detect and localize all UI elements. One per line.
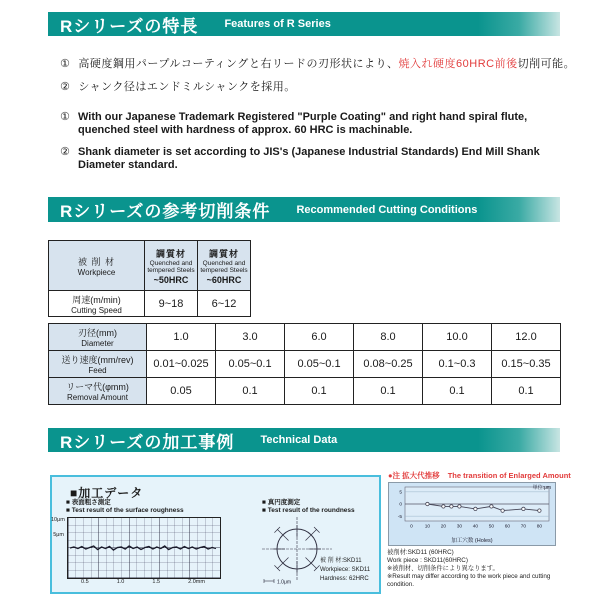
- enlarged-note-jp: ●注 拡大代推移: [388, 471, 440, 480]
- enlarged-amount-note: [388, 470, 571, 481]
- cutting-speed-value-50hrc: 9~18: [145, 291, 198, 317]
- process-data-title: ■加工データ: [70, 486, 144, 500]
- cell-jp: 刃径(mm): [78, 328, 117, 338]
- diameter-value: 6.0: [285, 324, 354, 351]
- feed-label-cell: [49, 351, 147, 378]
- roughness-xtick: 0.5: [81, 579, 89, 585]
- removal-value: 0.05: [147, 378, 216, 405]
- roughness-label-en: ■ Test result of the surface roughness: [66, 507, 184, 514]
- roundness-workpiece-jp: 被 削 材:SKD11: [320, 558, 362, 564]
- cell-jp: 被 削 材: [77, 256, 115, 267]
- feature-bullet-en-1: [60, 111, 558, 137]
- svg-text:-5: -5: [397, 514, 402, 520]
- svg-text:30: 30: [456, 524, 463, 530]
- roughness-ytick-10: 10μm: [51, 517, 65, 523]
- cutting-title-jp: Rシリーズの参考切削条件: [60, 202, 271, 221]
- cutting-speed-value-60hrc: 6~12: [198, 291, 251, 317]
- svg-text:5: 5: [399, 490, 402, 496]
- enlarged-amount-chart-svg: [389, 483, 555, 533]
- roughness-xtick: 1.0: [116, 579, 125, 585]
- cutting-speed-label-cell: [49, 291, 145, 317]
- steel-50hrc-header-cell: [145, 241, 198, 291]
- diameter-label-cell: [49, 324, 147, 351]
- enlarged-unit-label: 単位:μm: [532, 485, 551, 491]
- roughness-trace: [67, 517, 219, 577]
- removal-amount-label-cell: [49, 378, 147, 405]
- roughness-xticks: [67, 579, 219, 585]
- feed-value: 0.1~0.3: [423, 351, 492, 378]
- cell-en2: tempered Steels: [200, 267, 248, 274]
- cell-en1: Quenched and: [202, 259, 246, 267]
- bullet-text: With our Japanese Trademark Registered "Purple Coating" and right hand spiral flute, quenched steel with hardness of approx. 60 HRC is machinable.: [78, 111, 528, 136]
- enlarged-note-en: The transition of Enlarged Amount: [447, 471, 571, 480]
- svg-text:20: 20: [440, 524, 447, 530]
- technical-title-en: Technical Data: [260, 434, 338, 446]
- diameter-table: [48, 323, 561, 405]
- roundness-label-en: ■ Test result of the roundness: [262, 507, 355, 514]
- workpiece-header-cell: [49, 241, 145, 291]
- bullet-highlight: 焼入れ硬度60HRC前後: [398, 58, 518, 70]
- cell-en1: Quenched and: [149, 259, 193, 267]
- bullet-text-post: 切削可能。: [517, 58, 576, 70]
- cell-en2: tempered Steels: [147, 267, 195, 274]
- cell-en: Cutting Speed: [71, 305, 122, 315]
- feed-value: 0.01~0.025: [147, 351, 216, 378]
- caption-note-jp: ※被削材、切削条件により異なります。: [387, 565, 499, 573]
- removal-value: 0.1: [285, 378, 354, 405]
- feature-bullet-jp-1: [60, 55, 576, 71]
- caption-note-en: ※Result may differ according to the work piece and cutting condition.: [387, 573, 551, 588]
- diameter-value: 1.0: [147, 324, 216, 351]
- feed-value: 0.15~0.35: [492, 351, 561, 378]
- caption-workpiece-jp: 被削材:SKD11 (60HRC): [387, 549, 454, 556]
- feature-bullet-en-2: [60, 146, 558, 172]
- bullet-text: シャンク径はエンドミルシャンクを採用。: [78, 81, 296, 93]
- diameter-value: 10.0: [423, 324, 492, 351]
- features-title-en: Features of R Series: [224, 18, 331, 30]
- enlarged-xlabel: 加工穴数 (Holes): [451, 538, 493, 544]
- removal-value: 0.1: [423, 378, 492, 405]
- caption-workpiece-en: Work piece : SKD11(60HRC): [387, 557, 468, 565]
- roundness-workpiece-en: Workpiece: SKD11: [320, 567, 371, 573]
- roughness-xtick: 1.5: [152, 579, 161, 585]
- cell-jp: 送り速度(mm/rev): [61, 355, 134, 365]
- roundness-label-jp: ■ 真円度測定: [262, 499, 301, 506]
- cell-en: Workpiece: [77, 267, 116, 277]
- diameter-value: 3.0: [216, 324, 285, 351]
- steel-60hrc-header-cell: [198, 241, 251, 291]
- svg-text:0: 0: [399, 502, 402, 508]
- feed-value: 0.05~0.1: [216, 351, 285, 378]
- feed-value: 0.05~0.1: [285, 351, 354, 378]
- enlarged-captions: [387, 549, 557, 589]
- cell-range: ~60HRC: [206, 274, 242, 285]
- removal-value: 0.1: [354, 378, 423, 405]
- bullet-text: Shank diameter is set according to JIS's (Japanese Industrial Standards) End Mill Shank Diameter standard.: [78, 146, 540, 171]
- cell-jp: 周速(m/min): [72, 294, 121, 305]
- svg-text:80: 80: [536, 524, 543, 530]
- bullet-text: 高硬度鋼用パープルコーティングと右リードの刃形状により、: [78, 58, 399, 70]
- svg-text:70: 70: [520, 524, 527, 530]
- svg-text:50: 50: [488, 524, 495, 530]
- svg-text:60: 60: [504, 524, 511, 530]
- diameter-value: 8.0: [354, 324, 423, 351]
- bullet-number: ②: [60, 81, 71, 93]
- cell-en: Removal Amount: [67, 393, 128, 402]
- cell-en: Feed: [88, 366, 107, 375]
- bullet-number: ②: [60, 146, 70, 158]
- roundness-hardness: Hardness: 62HRC: [320, 576, 369, 582]
- cell-jp: 調質材: [208, 248, 239, 259]
- svg-text:10: 10: [424, 524, 431, 530]
- diameter-value: 12.0: [492, 324, 561, 351]
- cell-jp: 調質材: [155, 248, 186, 259]
- roughness-label-jp: ■ 表面粗さ測定: [66, 499, 111, 506]
- cell-jp: リーマ代(φmm): [66, 382, 129, 392]
- roughness-ytick-5: 5μm: [53, 532, 64, 538]
- roughness-xtick: 2.0mm: [188, 579, 205, 585]
- removal-value: 0.1: [216, 378, 285, 405]
- features-header-bar: [48, 12, 560, 36]
- cell-range: ~50HRC: [153, 274, 189, 285]
- enlarged-amount-chart: [388, 482, 556, 546]
- roundness-scale-label: 1.0μm: [277, 579, 291, 586]
- roundness-caption: [320, 557, 370, 584]
- workpiece-table: [48, 240, 251, 317]
- cell-en: Diameter: [81, 339, 114, 348]
- svg-text:0: 0: [410, 524, 413, 530]
- roughness-labels: [66, 499, 184, 515]
- bullet-number: ①: [60, 111, 70, 123]
- technical-header-bar: [48, 428, 560, 452]
- technical-title-jp: Rシリーズの加工事例: [60, 432, 235, 452]
- cutting-header-bar: [48, 197, 560, 222]
- bullet-number: ①: [60, 58, 71, 70]
- svg-text:40: 40: [472, 524, 479, 530]
- removal-value: 0.1: [492, 378, 561, 405]
- cutting-title-en: Recommended Cutting Conditions: [296, 203, 478, 216]
- features-title-jp: Rシリーズの特長: [60, 16, 199, 36]
- feature-bullet-jp-2: [60, 78, 560, 94]
- process-data-box: [50, 475, 381, 594]
- feed-value: 0.08~0.25: [354, 351, 423, 378]
